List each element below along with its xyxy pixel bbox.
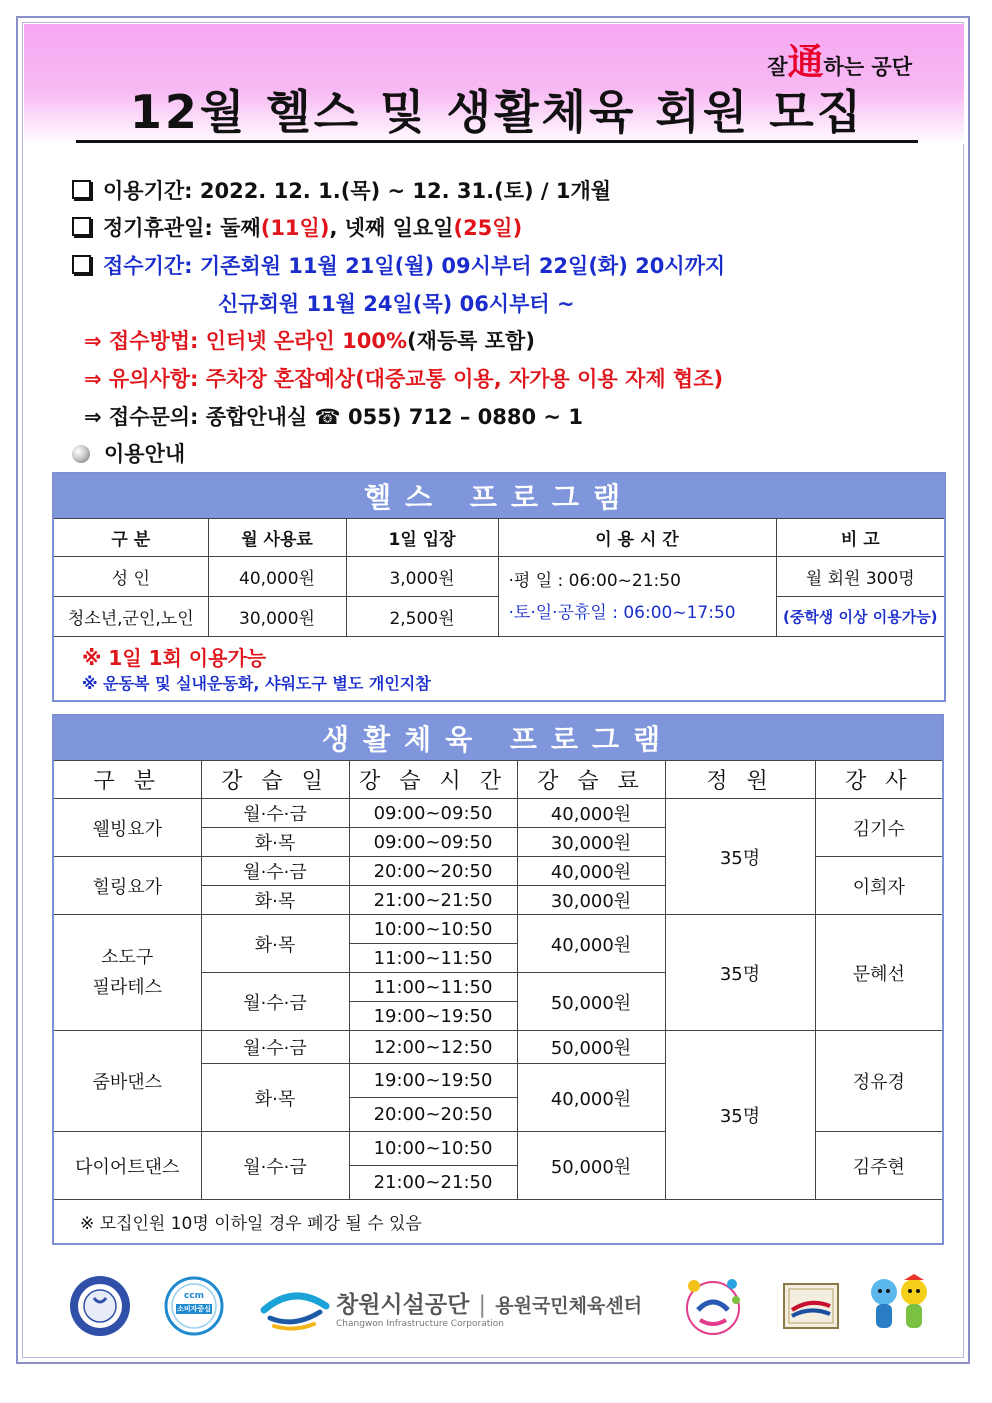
class-days: 월·수·금 <box>201 1031 349 1064</box>
program-wellbeing-yoga: 웰빙요가 <box>53 799 201 857</box>
health-time-weekend: ·토·일·공휴일 : 06:00~17:50 <box>508 602 736 623</box>
bullet-icon <box>72 445 90 463</box>
health-remark-2: (중학생 이상 이용가능) <box>776 597 945 637</box>
class-fee: 40,000원 <box>517 915 665 973</box>
slogan-big: 通 <box>787 42 824 83</box>
class-time: 21:00~21:50 <box>349 1166 517 1200</box>
col-monthly: 월 사용료 <box>208 519 346 557</box>
col-capacity: 정 원 <box>665 761 815 799</box>
life-footnote: ※ 모집인원 10명 이하일 경우 폐강 될 수 있음 <box>53 1200 943 1244</box>
checkbox-icon <box>72 255 91 274</box>
capacity: 35명 <box>665 915 815 1031</box>
health-fee: 2,500원 <box>346 597 498 637</box>
slogan <box>767 34 912 85</box>
mascot-icon <box>864 1272 934 1336</box>
col-time: 이 용 시 간 <box>498 519 776 557</box>
center-name: 용원국민체육센터 <box>495 1295 643 1317</box>
reception-line-1 <box>72 250 725 280</box>
class-days: 화·목 <box>201 1064 349 1132</box>
class-days: 화·목 <box>201 915 349 973</box>
class-time: 12:00~12:50 <box>349 1031 517 1064</box>
period-text: 이용기간: 2022. 12. 1.(목) ~ 12. 31.(토) / 1개월 <box>103 179 612 203</box>
method-line <box>84 325 535 355</box>
program-pilates-line1: 소도구 <box>101 946 154 968</box>
program-healing-yoga: 힐링요가 <box>53 857 201 915</box>
ccm-badge-text: 소비자중심 <box>177 1305 211 1313</box>
class-days: 화·목 <box>201 828 349 857</box>
class-time: 09:00~09:50 <box>349 799 517 828</box>
class-time: 20:00~20:50 <box>349 857 517 886</box>
footer-logos <box>60 1272 940 1342</box>
checkbox-icon <box>72 217 91 236</box>
health-time-weekday: ·평 일 : 06:00~21:50 <box>508 570 681 591</box>
svg-text:ccm: ccm <box>183 1291 205 1301</box>
class-time: 10:00~10:50 <box>349 915 517 944</box>
holiday-4th: (25일) <box>453 216 523 240</box>
health-table-title: 헬스 프로그램 <box>53 473 945 519</box>
slogan-pre: 잘 <box>767 55 788 79</box>
health-fee: 3,000원 <box>346 557 498 597</box>
col-days: 강 습 일 <box>201 761 349 799</box>
capacity: 35명 <box>665 1031 815 1200</box>
certificate-icon <box>782 1282 840 1330</box>
period-line <box>72 175 611 205</box>
class-fee: 50,000원 <box>517 1031 665 1064</box>
class-time: 21:00~21:50 <box>349 886 517 915</box>
capacity: 35명 <box>665 799 815 915</box>
clean-city-emblem-icon <box>680 1274 746 1338</box>
col-remark: 비 고 <box>776 519 945 557</box>
class-fee: 40,000원 <box>517 799 665 828</box>
caution-line: ⇒ 유의사항: 주차장 혼잡예상(대중교통 이용, 자가용 이용 자제 협조) <box>84 367 724 391</box>
class-time: 11:00~11:50 <box>349 973 517 1002</box>
col-time: 강 습 시 간 <box>349 761 517 799</box>
health-notes <box>53 637 945 701</box>
contact-line: ⇒ 접수문의: 종합안내실 ☎ 055) 712 – 0880 ~ 1 <box>84 405 583 429</box>
instructor: 이희자 <box>815 857 943 915</box>
program-zumba: 줌바댄스 <box>53 1031 201 1132</box>
class-fee: 30,000원 <box>517 886 665 915</box>
instructor: 문혜선 <box>815 915 943 1031</box>
method-label: ⇒ 접수방법: <box>84 329 199 353</box>
holiday-mid: , 넷째 일요일 <box>329 216 454 240</box>
slogan-post: 하는 공단 <box>823 55 912 79</box>
class-time: 10:00~10:50 <box>349 1132 517 1166</box>
org-logo <box>336 1286 642 1329</box>
class-fee: 40,000원 <box>517 1064 665 1132</box>
holiday-text: 정기휴관일: 둘째 <box>103 216 261 240</box>
class-time: 19:00~19:50 <box>349 1064 517 1098</box>
page-title: 12월 헬스 및 생활체육 회원 모집 <box>76 84 918 143</box>
life-table <box>52 714 944 1245</box>
divider: | <box>478 1292 487 1318</box>
class-time: 11:00~11:50 <box>349 944 517 973</box>
class-days: 월·수·금 <box>201 857 349 886</box>
class-days: 화·목 <box>201 886 349 915</box>
class-days: 월·수·금 <box>201 799 349 828</box>
human-rights-seal-icon <box>68 1274 132 1338</box>
health-fee: 30,000원 <box>208 597 346 637</box>
class-fee: 40,000원 <box>517 857 665 886</box>
org-name: 창원시설공단 <box>336 1292 470 1318</box>
col-fee: 강 습 료 <box>517 761 665 799</box>
class-fee: 30,000원 <box>517 828 665 857</box>
guide-line <box>72 438 185 468</box>
checkbox-icon <box>72 180 91 199</box>
gyeongnam-logo-icon <box>260 1288 330 1334</box>
holiday-2nd: (11일) <box>260 216 330 240</box>
program-diet-dance: 다이어트댄스 <box>53 1132 201 1200</box>
class-time: 09:00~09:50 <box>349 828 517 857</box>
col-daily: 1일 입장 <box>346 519 498 557</box>
health-note-2: ※ 운동복 및 실내운동화, 샤워도구 별도 개인지참 <box>82 674 431 694</box>
instructor: 김주현 <box>815 1132 943 1200</box>
health-row-adult: 성 인 <box>53 557 208 597</box>
method-suffix: (재등록 포함) <box>406 329 535 353</box>
method-value: 인터넷 온라인 100% <box>205 329 407 353</box>
instructor: 정유경 <box>815 1031 943 1132</box>
health-time <box>498 557 776 637</box>
health-table <box>52 472 946 702</box>
class-fee: 50,000원 <box>517 973 665 1031</box>
program-pilates-line2: 필라테스 <box>92 976 163 998</box>
health-fee: 40,000원 <box>208 557 346 597</box>
reception-text-1: 접수기간: 기존회원 11월 21일(월) 09시부터 22일(화) 20시까지 <box>103 254 726 278</box>
class-fee: 50,000원 <box>517 1132 665 1200</box>
class-time: 19:00~19:50 <box>349 1002 517 1031</box>
class-days: 월·수·금 <box>201 973 349 1031</box>
class-time: 20:00~20:50 <box>349 1098 517 1132</box>
org-name-en: Changwon Infrastructure Corporation <box>336 1319 504 1329</box>
col-category: 구 분 <box>53 519 208 557</box>
class-days: 월·수·금 <box>201 1132 349 1200</box>
guide-text: 이용안내 <box>104 442 186 466</box>
health-note-1: ※ 1일 1회 이용가능 <box>82 646 267 671</box>
col-category: 구 분 <box>53 761 201 799</box>
holiday-line <box>72 212 522 242</box>
col-instructor: 강 사 <box>815 761 943 799</box>
reception-line-2: 신규회원 11월 24일(목) 06시부터 ~ <box>218 292 575 316</box>
health-remark-1: 월 회원 300명 <box>776 557 945 597</box>
instructor: 김기수 <box>815 799 943 857</box>
program-pilates <box>53 915 201 1031</box>
health-row-youth: 청소년,군인,노인 <box>53 597 208 637</box>
life-table-title: 생활체육 프로그램 <box>53 715 943 761</box>
